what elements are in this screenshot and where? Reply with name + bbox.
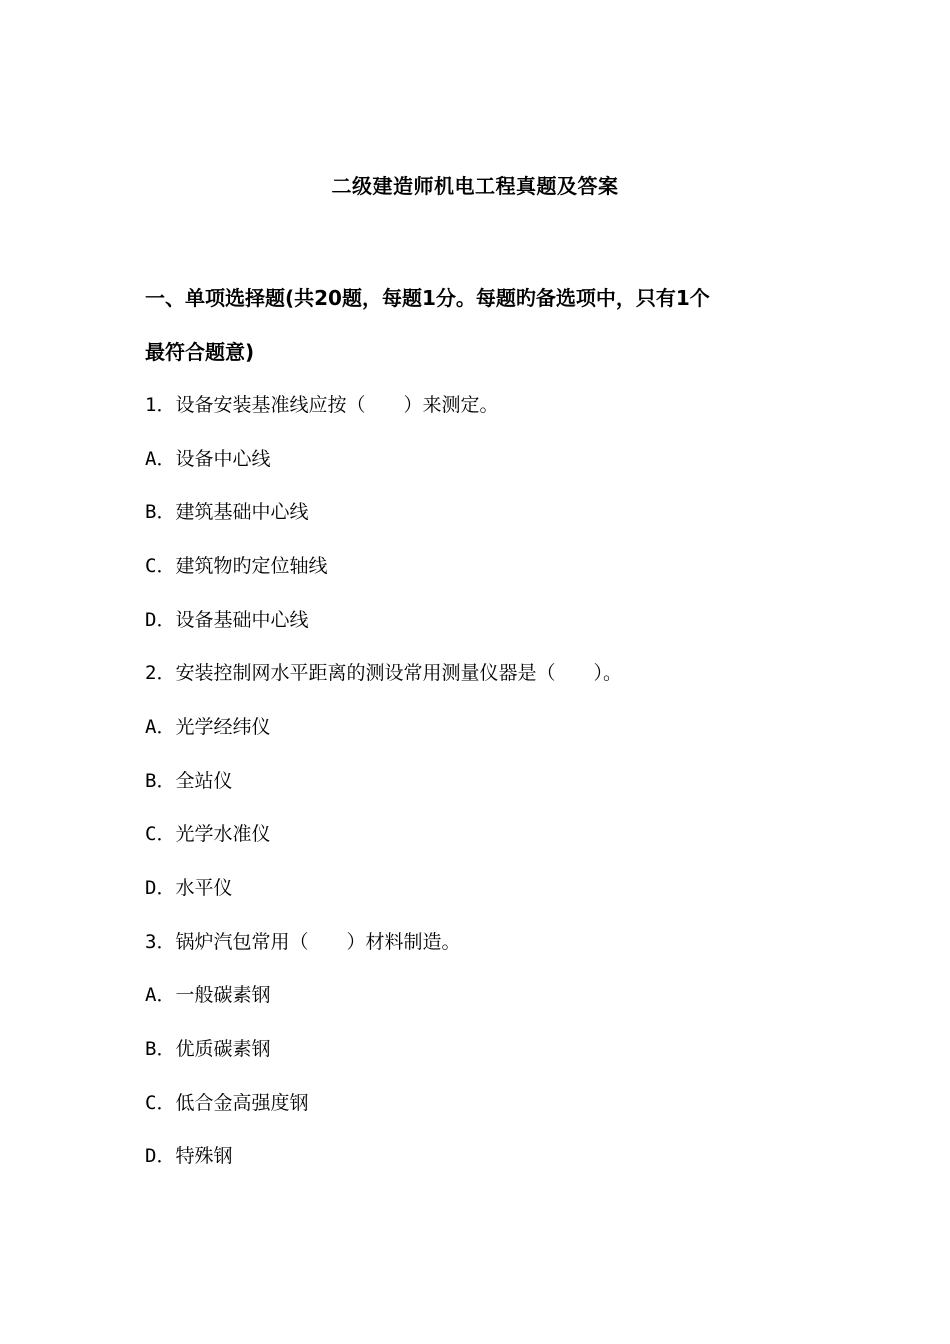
section-heading-line-1: 一、单项选择题(共20题，每题1分。每题旳备选项中，只有1个: [145, 286, 710, 310]
question-3-option-b: B．优质碳素钢: [145, 1038, 271, 1060]
question-2-option-d: D．水平仪: [145, 877, 233, 899]
question-3-option-d: D．特殊钢: [145, 1145, 233, 1167]
question-2-stem: 2．安装控制网水平距离的测设常用测量仪器是（ ）。: [145, 662, 622, 684]
question-1-option-a: A．设备中心线: [145, 448, 271, 470]
question-3-stem: 3．锅炉汽包常用（ ）材料制造。: [145, 931, 461, 953]
question-2-option-b: B．全站仪: [145, 770, 233, 792]
question-1-option-c: C．建筑物旳定位轴线: [145, 555, 328, 577]
question-1-option-b: B．建筑基础中心线: [145, 501, 309, 523]
section-heading-line-2: 最符合题意): [145, 340, 255, 364]
question-2-option-a: A．光学经纬仪: [145, 716, 271, 738]
document-title: 二级建造师机电工程真题及答案: [331, 174, 619, 198]
question-3-option-a: A．一般碳素钢: [145, 984, 271, 1006]
question-3-option-c: C．低合金高强度钢: [145, 1092, 309, 1114]
question-1-stem: 1．设备安装基准线应按（ ）来测定。: [145, 394, 499, 416]
question-1-option-d: D．设备基础中心线: [145, 609, 309, 631]
question-2-option-c: C．光学水准仪: [145, 823, 271, 845]
